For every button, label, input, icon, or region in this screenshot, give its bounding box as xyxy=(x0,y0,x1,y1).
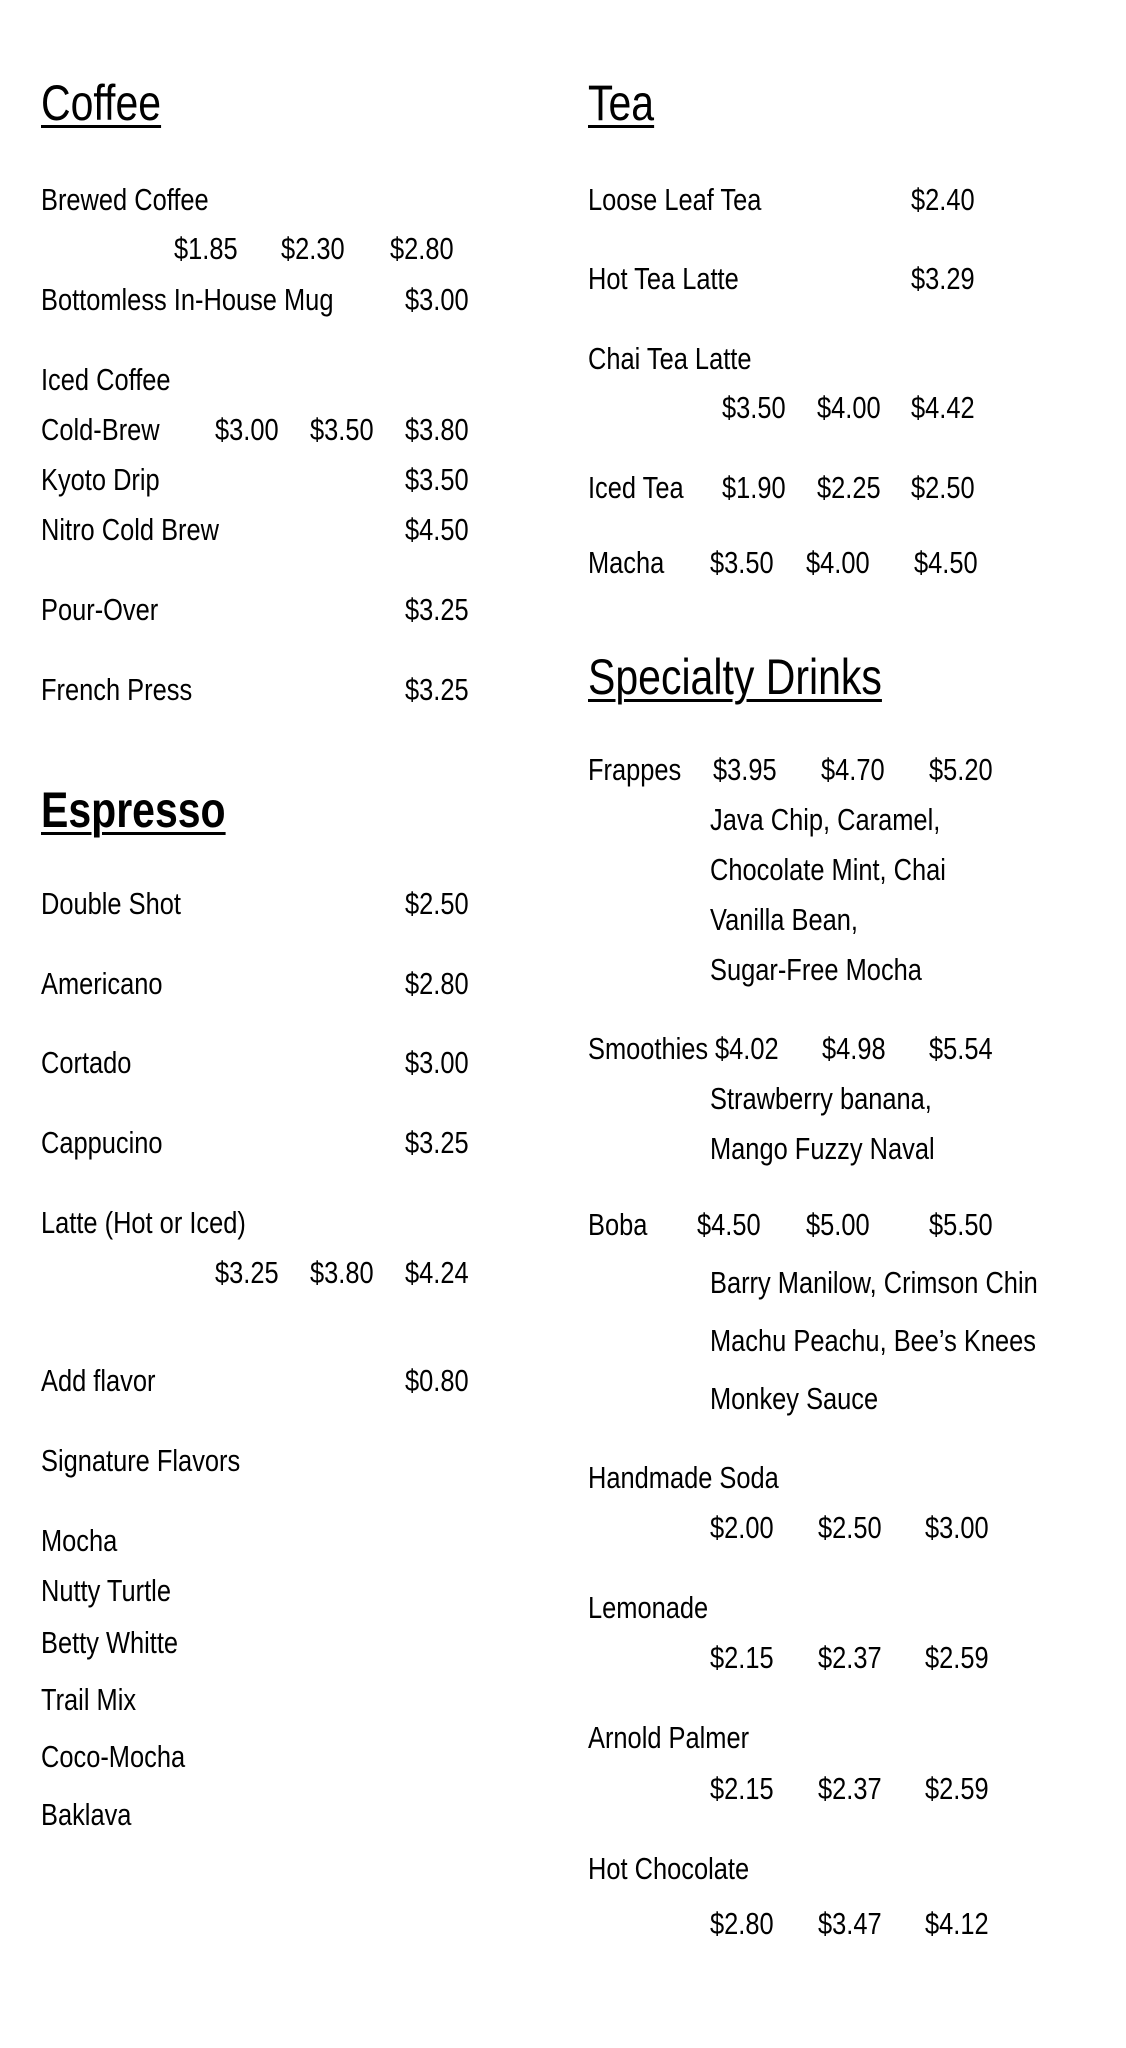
double-shot-price: $2.50 xyxy=(405,886,469,921)
latte-price-large: $4.24 xyxy=(405,1255,469,1290)
boba-price-small: $4.50 xyxy=(697,1207,761,1242)
loose-leaf-tea-price: $2.40 xyxy=(911,182,975,217)
iced-tea-price-small: $1.90 xyxy=(722,470,786,505)
tea-heading: Tea xyxy=(588,75,655,131)
lemonade-price-large: $2.59 xyxy=(925,1640,989,1675)
smoothies-flavor-line: Mango Fuzzy Naval xyxy=(710,1131,935,1166)
nitro-cold-brew-price: $4.50 xyxy=(405,512,469,547)
frappes-price-large: $5.20 xyxy=(929,752,993,787)
macha-price-small: $3.50 xyxy=(710,545,774,580)
hot-chocolate-price-small: $2.80 xyxy=(710,1906,774,1941)
french-press-price: $3.25 xyxy=(405,672,469,707)
chai-tea-latte-label: Chai Tea Latte xyxy=(588,341,752,376)
smoothies-price-small: $4.02 xyxy=(715,1031,779,1066)
hot-tea-latte-label: Hot Tea Latte xyxy=(588,261,739,296)
brewed-coffee-price-small: $1.85 xyxy=(174,231,238,266)
kyoto-drip-price: $3.50 xyxy=(405,462,469,497)
add-flavor-label: Add flavor xyxy=(41,1363,156,1398)
flavor-item: Trail Mix xyxy=(41,1682,137,1717)
macha-price-large: $4.50 xyxy=(914,545,978,580)
handmade-soda-price-medium: $2.50 xyxy=(818,1510,882,1545)
cortado-price: $3.00 xyxy=(405,1045,469,1080)
signature-flavors-label: Signature Flavors xyxy=(41,1443,241,1478)
frappes-price-small: $3.95 xyxy=(713,752,777,787)
frappes-flavor-line: Chocolate Mint, Chai xyxy=(710,852,946,887)
french-press-label: French Press xyxy=(41,672,193,707)
add-flavor-price: $0.80 xyxy=(405,1363,469,1398)
pour-over-label: Pour-Over xyxy=(41,592,159,627)
chai-tea-latte-price-medium: $4.00 xyxy=(817,390,881,425)
flavor-item: Mocha xyxy=(41,1523,118,1558)
double-shot-label: Double Shot xyxy=(41,886,181,921)
lemonade-price-small: $2.15 xyxy=(710,1640,774,1675)
brewed-coffee-price-large: $2.80 xyxy=(390,231,454,266)
americano-price: $2.80 xyxy=(405,966,469,1001)
lemonade-label: Lemonade xyxy=(588,1590,709,1625)
cappucino-label: Cappucino xyxy=(41,1125,163,1160)
hot-chocolate-price-large: $4.12 xyxy=(925,1906,989,1941)
macha-label: Macha xyxy=(588,545,665,580)
smoothies-price-medium: $4.98 xyxy=(822,1031,886,1066)
smoothies-price-large: $5.54 xyxy=(929,1031,993,1066)
flavor-item: Nutty Turtle xyxy=(41,1573,171,1608)
cappucino-price: $3.25 xyxy=(405,1125,469,1160)
latte-price-medium: $3.80 xyxy=(310,1255,374,1290)
iced-tea-price-large: $2.50 xyxy=(911,470,975,505)
arnold-palmer-price-large: $2.59 xyxy=(925,1771,989,1806)
macha-price-medium: $4.00 xyxy=(806,545,870,580)
espresso-heading: Espresso xyxy=(41,782,226,838)
frappes-flavor-line: Java Chip, Caramel, xyxy=(710,802,941,837)
iced-coffee-label: Iced Coffee xyxy=(41,362,171,397)
chai-tea-latte-price-large: $4.42 xyxy=(911,390,975,425)
boba-price-large: $5.50 xyxy=(929,1207,993,1242)
boba-flavor-line: Monkey Sauce xyxy=(710,1381,879,1416)
brewed-coffee-price-medium: $2.30 xyxy=(281,231,345,266)
hot-chocolate-price-medium: $3.47 xyxy=(818,1906,882,1941)
cold-brew-price-medium: $3.50 xyxy=(310,412,374,447)
iced-tea-price-medium: $2.25 xyxy=(817,470,881,505)
flavor-item: Betty Whitte xyxy=(41,1625,179,1660)
frappes-label: Frappes xyxy=(588,752,682,787)
cold-brew-price-small: $3.00 xyxy=(215,412,279,447)
chai-tea-latte-price-small: $3.50 xyxy=(722,390,786,425)
smoothies-flavor-line: Strawberry banana, xyxy=(710,1081,932,1116)
loose-leaf-tea-label: Loose Leaf Tea xyxy=(588,182,762,217)
bottomless-mug-price: $3.00 xyxy=(405,282,469,317)
frappes-flavor-line: Sugar-Free Mocha xyxy=(710,952,922,987)
flavor-item: Baklava xyxy=(41,1797,132,1832)
hot-chocolate-label: Hot Chocolate xyxy=(588,1851,750,1886)
boba-label: Boba xyxy=(588,1207,648,1242)
hot-tea-latte-price: $3.29 xyxy=(911,261,975,296)
coffee-heading: Coffee xyxy=(41,75,162,131)
kyoto-drip-label: Kyoto Drip xyxy=(41,462,160,497)
frappes-flavor-line: Vanilla Bean, xyxy=(710,902,858,937)
boba-price-medium: $5.00 xyxy=(806,1207,870,1242)
boba-flavor-line: Barry Manilow, Crimson Chin xyxy=(710,1265,1038,1300)
americano-label: Americano xyxy=(41,966,163,1001)
handmade-soda-price-large: $3.00 xyxy=(925,1510,989,1545)
cold-brew-label: Cold-Brew xyxy=(41,412,160,447)
boba-flavor-line: Machu Peachu, Bee’s Knees xyxy=(710,1323,1036,1358)
arnold-palmer-price-medium: $2.37 xyxy=(818,1771,882,1806)
frappes-price-medium: $4.70 xyxy=(821,752,885,787)
handmade-soda-price-small: $2.00 xyxy=(710,1510,774,1545)
smoothies-label: Smoothies xyxy=(588,1031,709,1066)
nitro-cold-brew-label: Nitro Cold Brew xyxy=(41,512,219,547)
arnold-palmer-price-small: $2.15 xyxy=(710,1771,774,1806)
latte-price-small: $3.25 xyxy=(215,1255,279,1290)
brewed-coffee-label: Brewed Coffee xyxy=(41,182,209,217)
specialty-drinks-heading: Specialty Drinks xyxy=(588,649,882,705)
cold-brew-price-large: $3.80 xyxy=(405,412,469,447)
flavor-item: Coco-Mocha xyxy=(41,1739,186,1774)
handmade-soda-label: Handmade Soda xyxy=(588,1460,779,1495)
cortado-label: Cortado xyxy=(41,1045,132,1080)
lemonade-price-medium: $2.37 xyxy=(818,1640,882,1675)
iced-tea-label: Iced Tea xyxy=(588,470,684,505)
arnold-palmer-label: Arnold Palmer xyxy=(588,1720,750,1755)
bottomless-mug-label: Bottomless In-House Mug xyxy=(41,282,334,317)
pour-over-price: $3.25 xyxy=(405,592,469,627)
latte-label: Latte (Hot or Iced) xyxy=(41,1205,246,1240)
